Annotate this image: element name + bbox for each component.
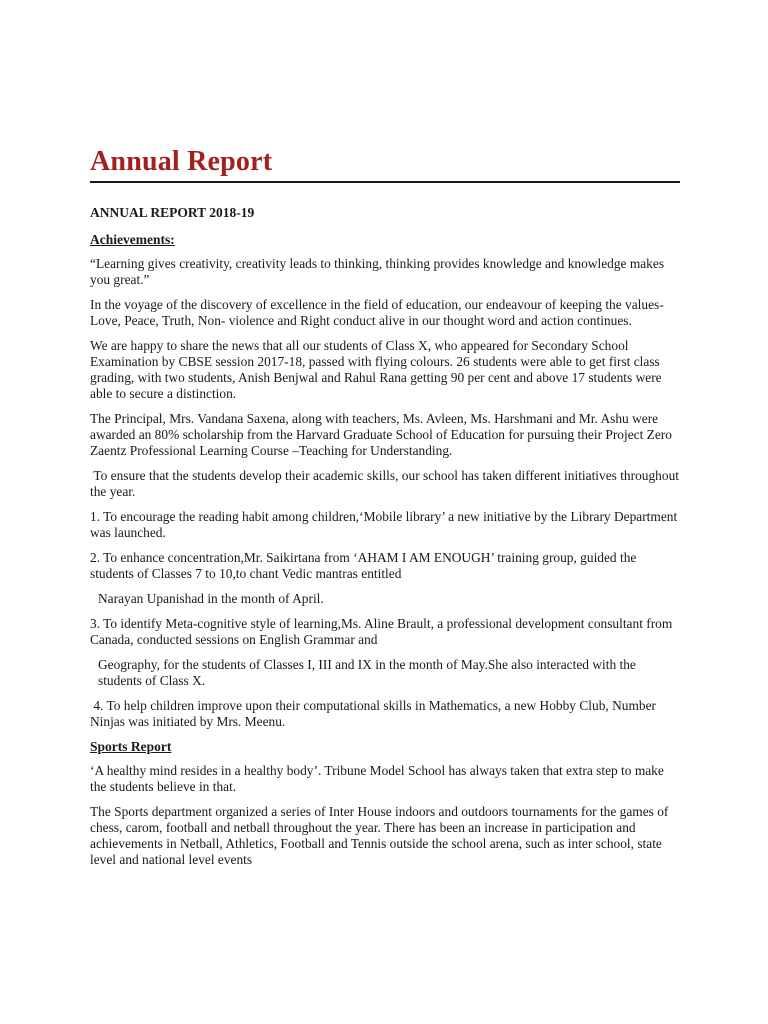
initiative-item: 2. To enhance concentration,Mr. Saikirtana from ‘AHAM I AM ENOUGH’ training group, guided the students of Classes 7 to 10,to chant Vedic mantras entitled [90,550,637,581]
achievements-paragraph: We are happy to share the news that all our students of Class X, who appeared for Secondary School Examination by CBSE session 2017-18, passed with flying colours. 26 students were able to get first class grading, with two students, Anish Benjwal and Rahul Rana getting 90 per cent and above 17 students were able to secure a distinction. [90,338,662,401]
initiative-item-continued: Narayan Upanishad in the month of April. [98,591,324,606]
initiative-item: 4. To help children improve upon their computational skills in Mathematics, a new Hobby Club, Number Ninjas was initiated by Mrs. Meenu. [90,698,660,729]
sports-heading: Sports Report [90,739,172,754]
initiative-item: 3. To identify Meta-cognitive style of learning,Ms. Aline Brault, a professional development consultant from Canada, conducted sessions on English Grammar and [90,616,673,647]
report-heading: ANNUAL REPORT 2018-19 [90,205,255,220]
document-title: Annual Report [90,146,273,177]
achievements-heading: Achievements: [90,232,175,247]
achievements-paragraph: In the voyage of the discovery of excellence in the field of education, our endeavour of keeping the values- Love, Peace, Truth, Non- violence and Right conduct alive in our thought word and action continues. [90,297,664,328]
initiative-item: 1. To encourage the reading habit among children,‘Mobile library’ a new initiative by the Library Department was launched. [90,509,678,540]
sports-paragraph: The Sports department organized a series of Inter House indoors and outdoors tournaments for the games of chess, carom, football and netball throughout the year. There has been an increase in participation and achievements in Netball, Athletics, Football and Tennis outside the school arena, such as inter school, state level and national level events [90,804,669,867]
achievements-paragraph: The Principal, Mrs. Vandana Saxena, along with teachers, Ms. Avleen, Ms. Harshmani and Mr. Ashu were awarded an 80% scholarship from the Harvard Graduate School of Education for pursuing their Project Zero Zaentz Professional Learning Course –Teaching for Understanding. [90,411,672,458]
achievements-paragraph: To ensure that the students develop their academic skills, our school has taken different initiatives throughout the year. [90,468,683,499]
sports-paragraph: ‘A healthy mind resides in a healthy body’. Tribune Model School has always taken that extra step to make the students believe in that. [90,763,664,794]
achievements-quote: “Learning gives creativity, creativity leads to thinking, thinking provides knowledge and knowledge makes you great.” [90,256,665,287]
document-page [90,145,683,877]
title-divider [90,181,680,183]
initiative-item-continued: Geography, for the students of Classes I, III and IX in the month of May.She also interacted with the students of Class X. [98,657,636,688]
